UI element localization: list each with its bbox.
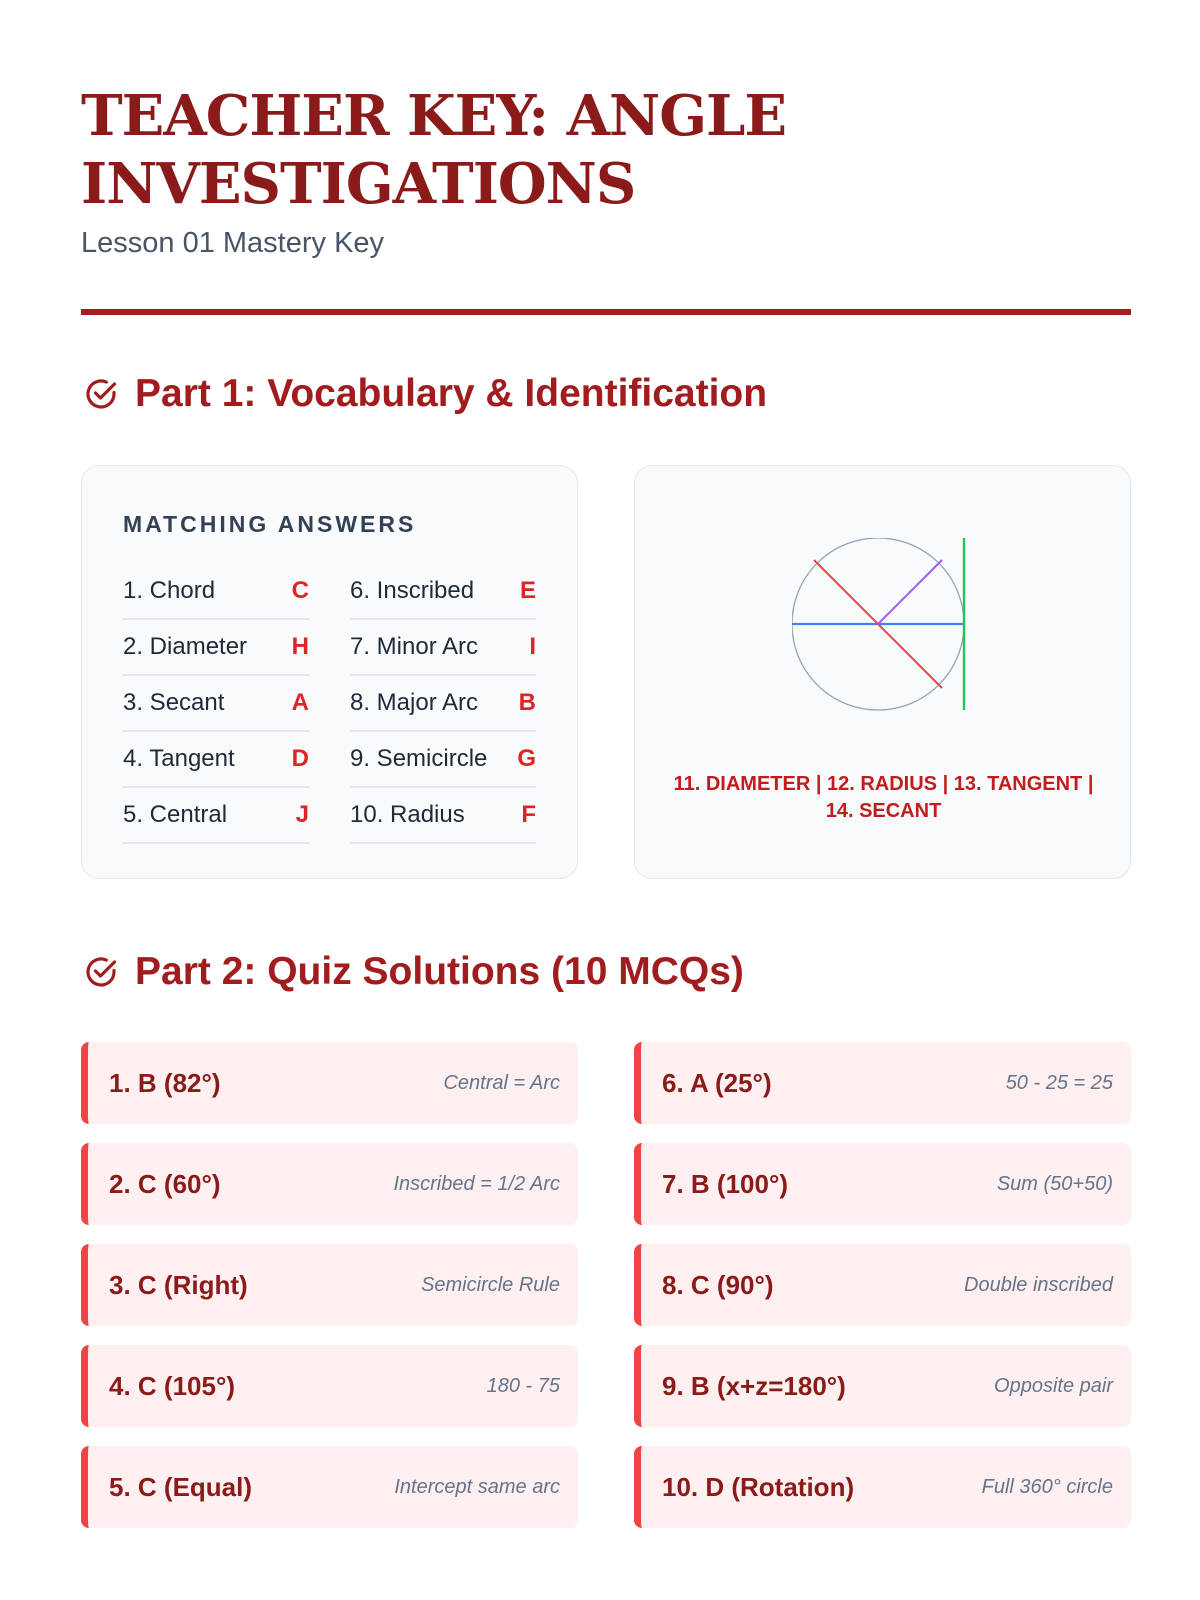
match-answer: A [291, 689, 309, 716]
match-term: 6. Inscribed [350, 577, 475, 604]
match-term: 9. Semicircle [350, 745, 488, 772]
quiz-solution-card [634, 1345, 1131, 1427]
match-term: 4. Tangent [123, 745, 235, 772]
match-row [123, 620, 309, 676]
match-answer: H [291, 633, 309, 660]
match-row [123, 676, 309, 732]
quiz-solution-card [81, 1244, 578, 1326]
quiz-hint: Full 360° circle [981, 1475, 1113, 1498]
match-answer: B [518, 689, 536, 716]
match-row [123, 788, 309, 844]
match-term: 2. Diameter [123, 633, 248, 660]
quiz-hint: Opposite pair [994, 1374, 1113, 1397]
quiz-hint: Inscribed = 1/2 Arc [393, 1172, 560, 1195]
match-answer: J [295, 801, 309, 828]
match-term: 8. Major Arc [350, 689, 479, 716]
quiz-hint: Sum (50+50) [996, 1172, 1113, 1195]
diagram-caption: 11. DIAMETER | 12. RADIUS | 13. TANGENT | 14. SECANT [673, 773, 1094, 822]
quiz-solution-card [81, 1042, 578, 1124]
match-term: 7. Minor Arc [350, 633, 479, 660]
match-term: 3. Secant [123, 689, 225, 716]
match-term: 10. Radius [350, 801, 465, 828]
quiz-solution-card [634, 1042, 1131, 1124]
quiz-hint: Intercept same arc [394, 1475, 560, 1498]
quiz-answer: 4. C (105°) [109, 1370, 236, 1401]
match-row [350, 676, 536, 732]
part2-title: Part 2: Quiz Solutions (10 MCQs) [135, 950, 744, 993]
quiz-solution-card [634, 1244, 1131, 1326]
quiz-hint: 180 - 75 [486, 1374, 560, 1397]
diagram-radius-line [878, 560, 942, 624]
quiz-answer: 1. B (82°) [109, 1067, 221, 1098]
quiz-hint: Central = Arc [443, 1071, 560, 1094]
match-row [350, 620, 536, 676]
page-subtitle: Lesson 01 Mastery Key [81, 227, 385, 259]
page-title: TEACHER KEY: ANGLE INVESTIGATIONS [81, 83, 787, 217]
match-answer: G [517, 745, 536, 772]
quiz-solution-card [81, 1345, 578, 1427]
match-row [350, 732, 536, 788]
match-row [350, 564, 536, 620]
quiz-solution-card [634, 1143, 1131, 1225]
quiz-hint: Double inscribed [964, 1273, 1113, 1296]
match-row [350, 788, 536, 844]
match-row [123, 564, 309, 620]
match-answer: E [519, 577, 536, 604]
check-circle-icon [81, 374, 121, 414]
match-answer: C [291, 577, 309, 604]
quiz-answer: 3. C (Right) [109, 1269, 248, 1300]
quiz-answer: 2. C (60°) [109, 1168, 221, 1199]
match-answer: D [291, 745, 309, 772]
match-term: 1. Chord [123, 577, 216, 604]
matching-title: MATCHING ANSWERS [123, 511, 417, 537]
circle-diagram [792, 538, 980, 726]
quiz-hint: 50 - 25 = 25 [1005, 1071, 1113, 1094]
match-answer: I [529, 633, 536, 660]
match-answer: F [521, 801, 536, 828]
quiz-hint: Semicircle Rule [421, 1273, 560, 1296]
quiz-solution-card [81, 1143, 578, 1225]
matching-column-right [350, 564, 536, 844]
quiz-answer: 9. B (x+z=180°) [662, 1370, 846, 1401]
check-circle-icon [81, 952, 121, 992]
matching-answers-card [81, 465, 578, 879]
quiz-answer: 10. D (Rotation) [662, 1471, 855, 1502]
match-row [123, 732, 309, 788]
part2-heading [81, 950, 744, 994]
title-divider [81, 309, 1131, 315]
quiz-answer: 5. C (Equal) [109, 1471, 253, 1502]
match-term: 5. Central [123, 801, 228, 828]
quiz-answer: 8. C (90°) [662, 1269, 774, 1300]
quiz-answer: 6. A (25°) [662, 1067, 772, 1098]
part1-heading [81, 372, 767, 416]
matching-column-left [123, 564, 309, 844]
circle-diagram-card [634, 465, 1131, 879]
quiz-solution-card [81, 1446, 578, 1528]
quiz-solution-card [634, 1446, 1131, 1528]
part1-title: Part 1: Vocabulary & Identification [135, 372, 768, 415]
quiz-answer: 7. B (100°) [662, 1168, 789, 1199]
